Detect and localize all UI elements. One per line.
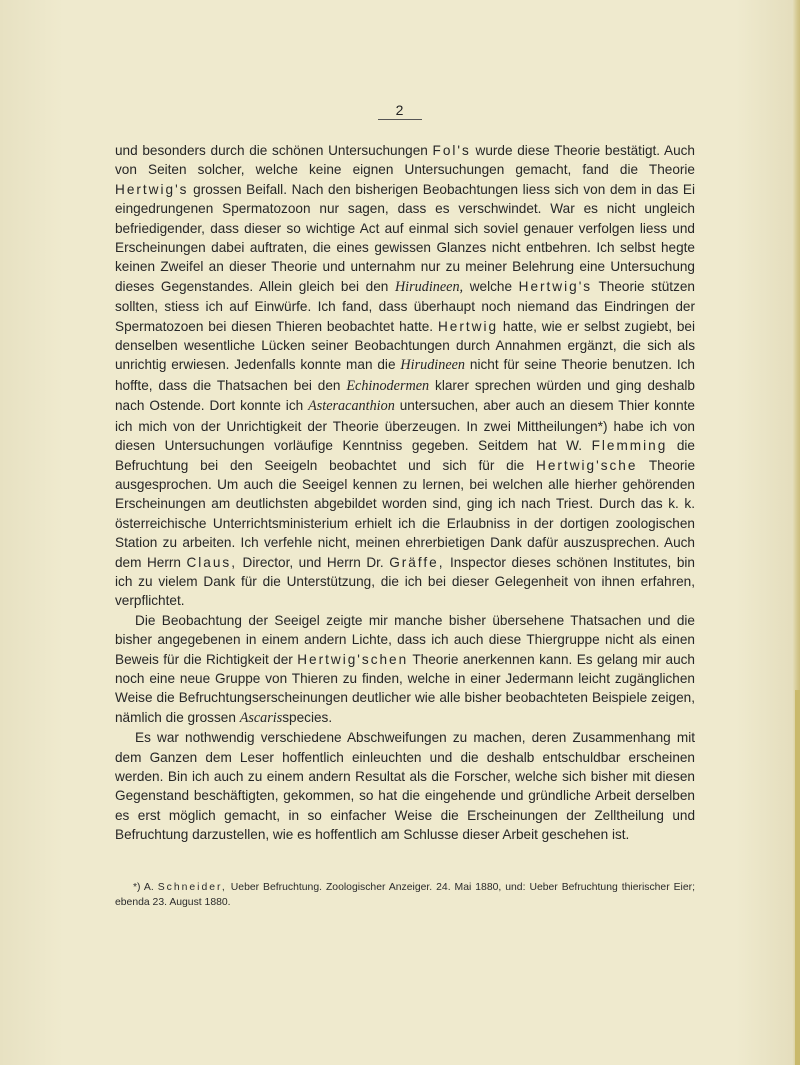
text-run: grossen Beifall. Nach den bisherigen Beobachtungen liess sich von dem in das Ei eingedrungenen Spermatozoon nur sagen, dass es verschwindet. War es nicht ungleich befriedigender, dass dieser so wichtige Act auf einmal sich soviel genauer verfolgen liess und Erscheinungen dabei auftraten, die eines gewissen Glanzes nicht entbehren. Ich selbst hegte keinen Zweifel an dieser Theorie und unternahm nur zu meiner Belehrung eine Untersuchung dieses Gegenstandes. Allein gleich bei den	[115, 181, 695, 294]
body-text	[115, 141, 695, 845]
italic-term: Asteracanthion	[308, 398, 395, 415]
italic-term: Echinodermen	[346, 377, 430, 394]
italic-term: Ascaris	[239, 709, 283, 726]
text-run: und besonders durch die schönen Untersuchungen	[115, 143, 433, 158]
text-run: Es war nothwendig verschiedene Abschweifungen zu machen, deren Zusammenhang mit dem Ganzen dem Leser hoffentlich einleuchten und die deshalb entschuldbar erscheinen werden. Bin ich auch zu einem andern Resultat als die Forscher, welche sich bisher mit diesen Gegenstand beschäftigten, gekommen, so hat die eingehende und gründliche Arbeit derselben es erst möglich gemacht, in so einfacher Weise die Erscheinungen der Zelltheilung und Befruchtung darzustellen, wie es hoffentlich am Schlusse dieser Arbeit geschehen ist.	[115, 730, 695, 843]
italic-term: Hirudineen,	[394, 278, 464, 295]
spaced-name: Fol's	[432, 143, 471, 158]
spaced-name: Hertwig's	[115, 181, 189, 197]
text-run: Inspector dieses schönen Institutes, bin ich zu vielem Dank für die Unterstützung, die ich bei dieser Gelegenheit von ihnen erfahren, verpflichtet.	[115, 554, 695, 609]
spaced-name: Hertwig'sche	[536, 457, 638, 473]
spaced-name: Hertwig'schen	[297, 651, 409, 667]
paragraph	[115, 611, 695, 728]
text-run: die Befruchtung bei den Seeigeln beobachtet und sich für die	[115, 438, 695, 473]
page-number-rule	[378, 119, 422, 120]
text-run: Director, und Herrn Dr.	[237, 554, 390, 570]
text-run: Ueber Befruchtung. Zoologischer Anzeiger. 24. Mai 1880, und: Ueber Befruchtung thierischer Eier; ebenda 23. August 1880.	[115, 882, 695, 908]
text-run: Theorie anerkennen kann. Es gelang mir auch noch eine neue Gruppe von Thieren zu finden, welche in einer Jedermann leicht zugänglichen Weise die Befruchtungserscheinungen deutlicher wie alle bisher beobachteten Beispiele zeigen, nämlich die grossen	[115, 651, 695, 725]
spaced-name: Flemming	[591, 438, 668, 454]
spaced-name: Hertwig's	[518, 278, 593, 294]
footnote-text	[115, 880, 695, 910]
text-run: species.	[282, 709, 333, 725]
page-edge	[793, 0, 800, 1065]
paragraph	[115, 141, 695, 611]
spaced-name: Hertwig	[437, 318, 499, 334]
spaced-name: Claus,	[186, 554, 237, 570]
text-run: wurde diese Theorie bestätigt. Auch von Seiten solcher, welche keine eignen Untersuchungen gemacht, fand die Theorie	[115, 143, 695, 178]
spaced-name: Gräffe,	[389, 554, 445, 570]
text-run: Theorie ausgesprochen. Um auch die Seeigel kennen zu lernen, bei welchen alle hierher gehörenden Erscheinungen am deutlichsten abgebildet worden sind, ging ich nach Triest. Durch das k. k. österreichische Unterrichtsministerium erhielt ich die Erlaubniss in der dortigen zoologischen Station zu arbeiten. Ich verfehle nicht, meinen ehrerbietigen Dank dafür auszusprechen. Auch dem Herrn	[115, 457, 696, 570]
text-run: welche	[463, 278, 519, 294]
text-run: *) A.	[133, 882, 158, 893]
text-run: nicht für seine Theorie benutzen. Ich hoffte, dass die Thatsachen bei den	[115, 357, 695, 393]
text-run: hatte, wie er selbst zugiebt, bei denselben wesentliche Lücken seiner Beobachtungen durch Annahmen ergänzt, die sich als unrichtig erwiesen. Jedenfalls konnte man die	[115, 318, 695, 373]
text-run: Die Beobachtung der Seeigel zeigte mir manche bisher übersehene Thatsachen und die bisher angegebenen in einem andern Lichte, dass ich auch diese Thiergruppe nicht als einen Beweis für die Richtigkeit der	[115, 612, 695, 667]
spaced-name: Schneider,	[157, 882, 227, 893]
page-number: 2	[395, 102, 405, 118]
text-run: klarer sprechen würden und ging deshalb nach Ostende. Dort konnte ich	[115, 377, 695, 414]
paragraph	[115, 728, 695, 844]
text-run: Theorie stützen sollten, stiess ich auf Einwürfe. Ich fand, dass überhaupt noch niemand das Eindringen der Spermatozoen bei diesen Thieren beobachtet hatte.	[115, 278, 695, 334]
text-run: untersuchen, aber auch an diesem Thier konnte ich mich von der Unrichtigkeit der Theorie überzeugen. In zwei Mittheilungen*) habe ich von diesen Untersuchungen vorläufige Kenntniss gegeben. Seitdem hat W.	[115, 398, 695, 454]
footnote	[115, 880, 695, 910]
italic-term: Hirudineen	[400, 357, 466, 374]
